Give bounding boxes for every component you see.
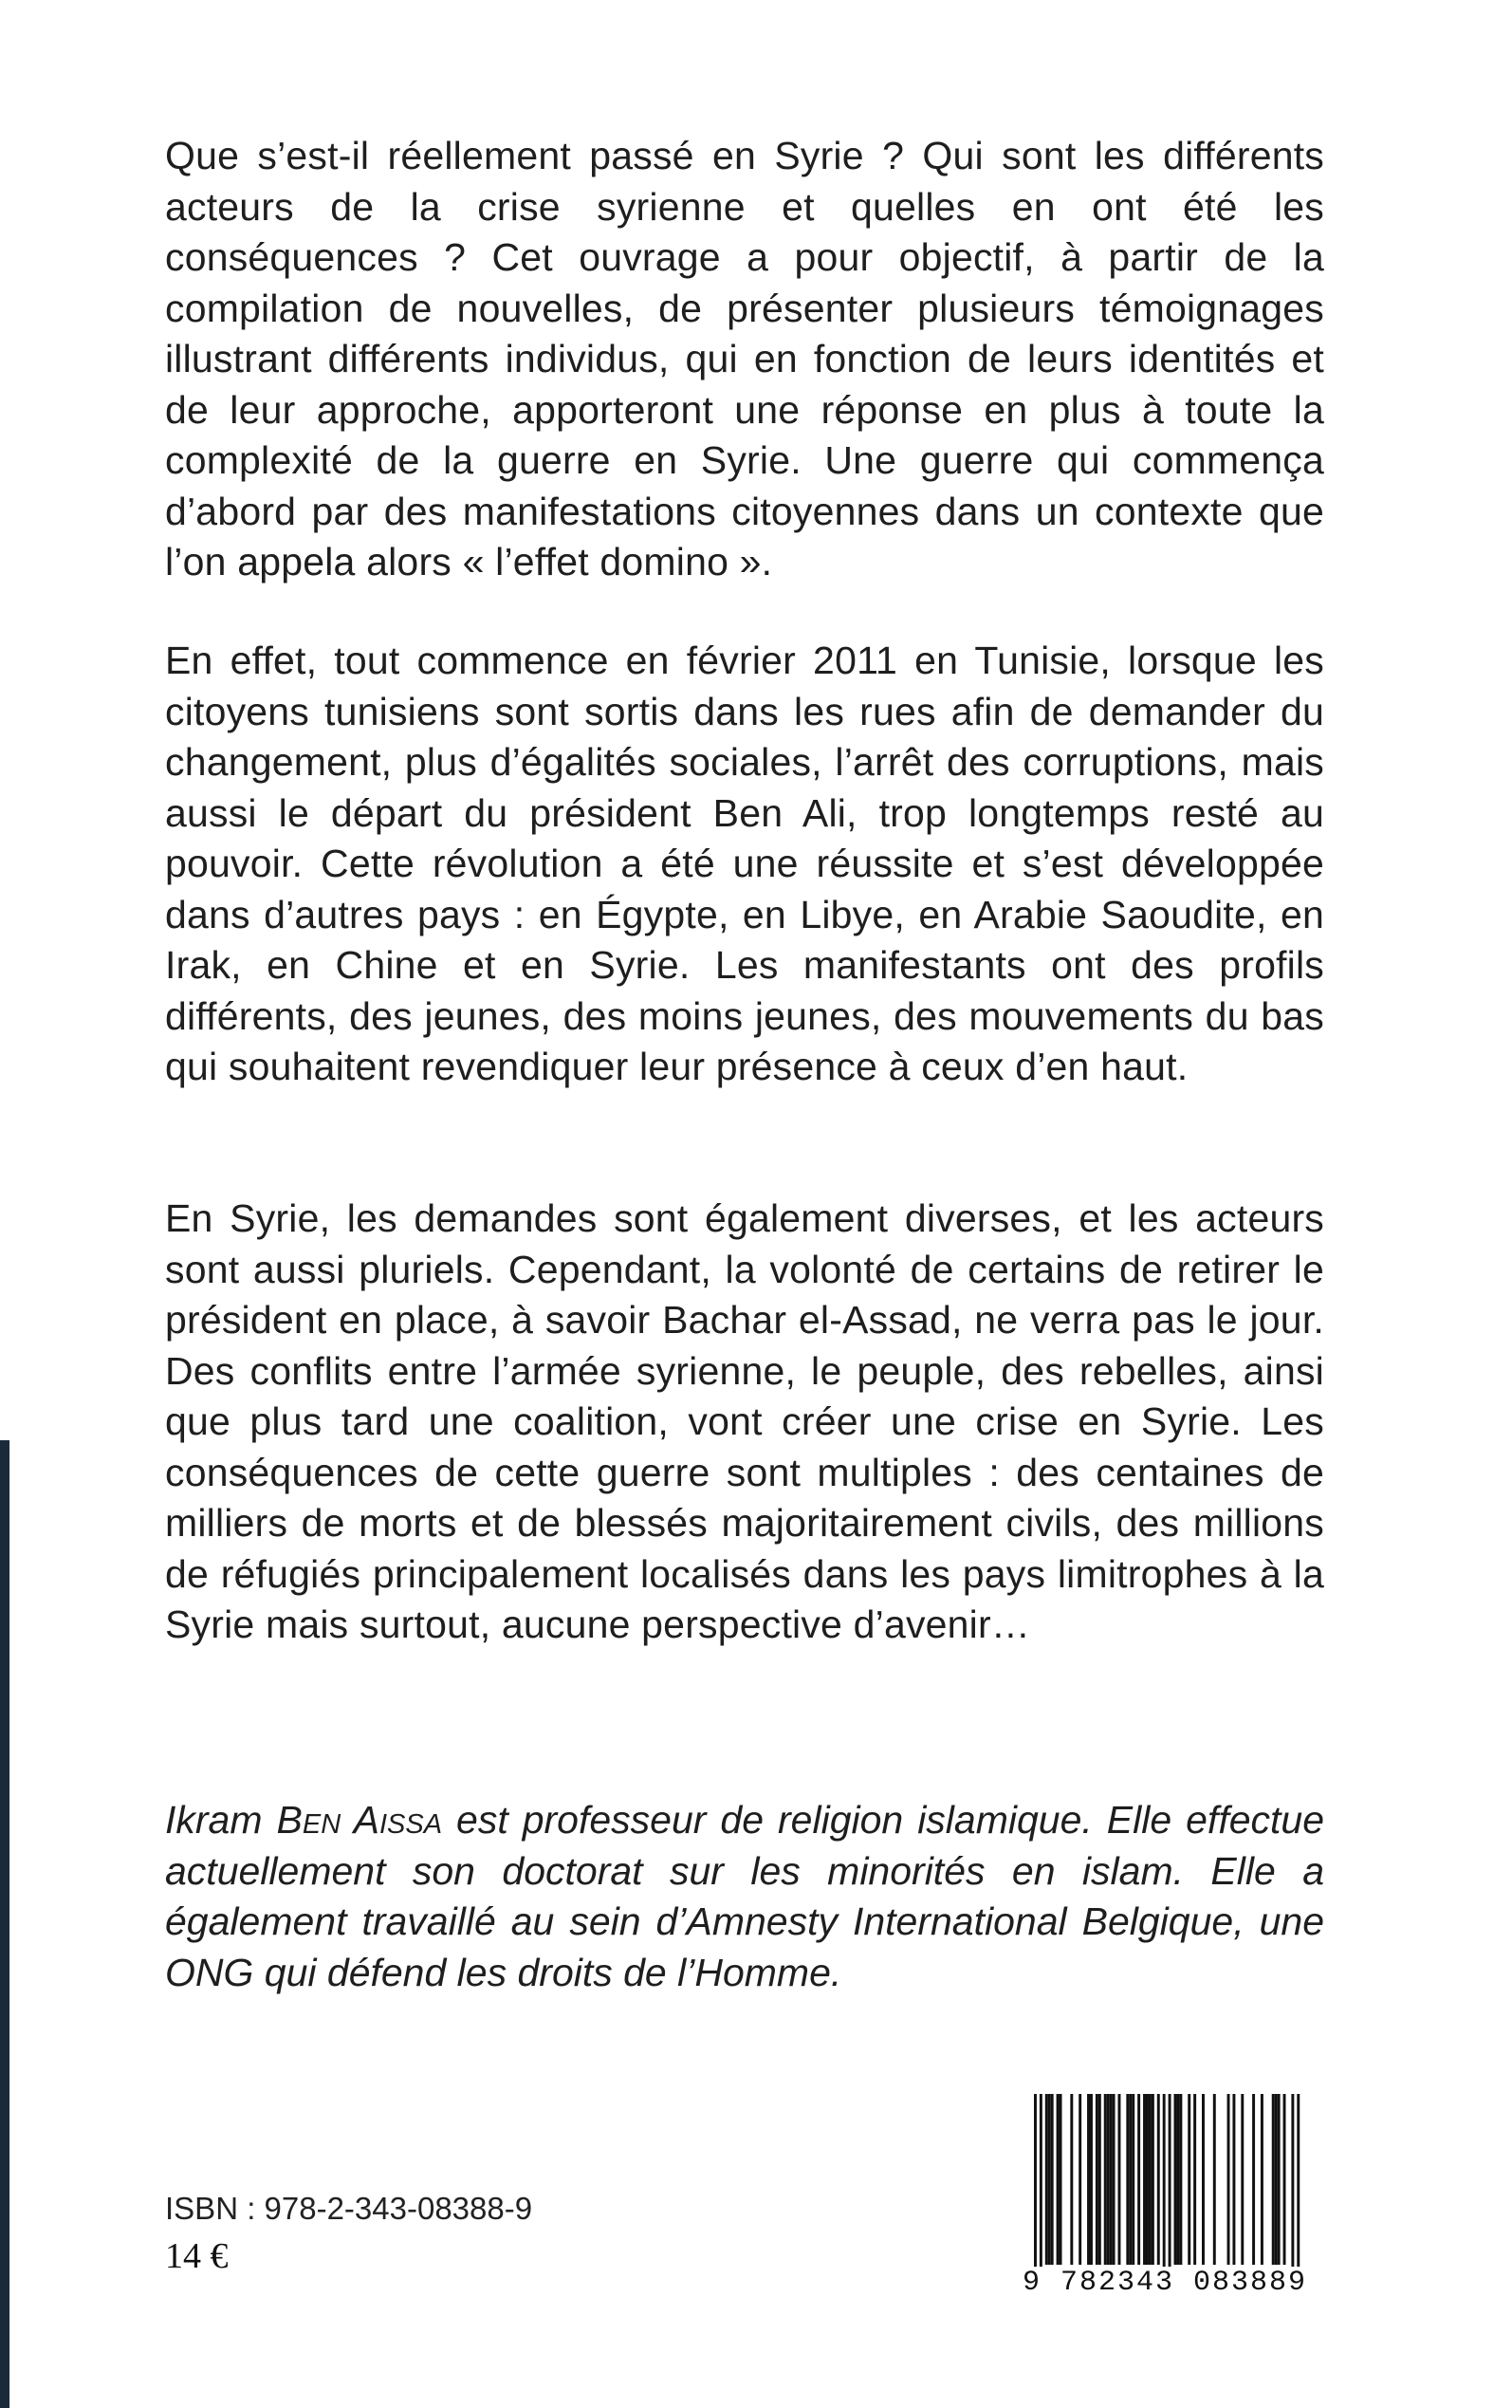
barcode-bar (1275, 2094, 1278, 2265)
barcode-bar (1188, 2094, 1190, 2265)
barcode-bar (1057, 2094, 1060, 2265)
barcode-bar (1060, 2094, 1062, 2265)
barcode-bar (1051, 2094, 1054, 2265)
barcode-bar (1146, 2094, 1149, 2265)
barcode-bar (1087, 2094, 1090, 2265)
barcode-bar (1132, 2094, 1134, 2265)
barcode-bar (1283, 2094, 1286, 2265)
barcode-bar (1045, 2094, 1048, 2265)
barcode-bar (1137, 2094, 1140, 2265)
barcode-bar (1202, 2094, 1205, 2265)
isbn-number: ISBN : 978-2-343-08388-9 (165, 2191, 533, 2226)
barcode-bar (1278, 2094, 1281, 2265)
barcode-bar (1213, 2094, 1216, 2265)
price-label: 14 € (165, 2236, 229, 2276)
author-last-name: Ben Aissa (276, 1798, 443, 1842)
barcode (1009, 2090, 1320, 2310)
barcode-digits: 9 782343 083889 (1009, 2267, 1320, 2299)
barcode-bar (1291, 2094, 1294, 2280)
barcode-bar (1034, 2094, 1037, 2280)
barcode-bar (1126, 2094, 1129, 2265)
barcode-bar (1079, 2094, 1081, 2265)
barcode-bar (1104, 2094, 1107, 2265)
author-bio-text: est professeur de religion islamique. Elle effectue actuellement son doctorat sur les minorités en islam. Elle a également travaillé au sein d’Amnesty International Belgique, une ONG qui défend les droits de l’Homme. (165, 1798, 1325, 1994)
barcode-bar (1297, 2094, 1300, 2280)
barcode-bar (1129, 2094, 1132, 2265)
barcode-bar (1098, 2094, 1101, 2265)
barcode-bar (1176, 2094, 1179, 2265)
barcode-bar (1193, 2094, 1196, 2265)
barcode-bar (1090, 2094, 1093, 2265)
barcode-bar (1149, 2094, 1152, 2265)
author-first-name: Ikram (165, 1798, 263, 1842)
author-bio (165, 1795, 1324, 1998)
barcode-bar (1157, 2094, 1160, 2265)
barcode-bar (1252, 2094, 1255, 2265)
barcode-bar (1272, 2094, 1275, 2265)
barcode-bar (1048, 2094, 1051, 2265)
barcode-bar (1179, 2094, 1182, 2265)
spine-color-bar (0, 1440, 9, 2408)
summary-paragraph-1: Que s’est-il réellement passé en Syrie ? Qui sont les différents acteurs de la crise syrienne et quelles en ont été les conséquences ? Cet ouvrage a pour objectif, à partir de la compilation de nouvelles, de présenter plusieurs témoignages illustrant différents individus, qui en fonction de leurs identités et de leur approche, apporteront une réponse en plus à toute la complexité de la guerre en Syrie. Une guerre qui commença d’abord par des manifestations citoyennes dans un contexte que l’on appela alors « l’effet domino ». (165, 134, 1324, 583)
barcode-bar (1110, 2094, 1113, 2265)
barcode-bar (1261, 2094, 1263, 2265)
barcode-bar (1040, 2094, 1042, 2280)
barcode-bar (1227, 2094, 1230, 2265)
barcode-bar (1118, 2094, 1121, 2265)
barcode-bar (1232, 2094, 1235, 2265)
summary-paragraph-3: En Syrie, les demandes sont également diverses, et les acteurs sont aussi pluriels. Cependant, la volonté de certains de retirer le président en place, à savoir Bachar el-Assad, ne verra pas le jour. Des conflits entre l’armée syrienne, le peuple, des rebelles, ainsi que plus tard une coalition, vont créer une crise en Syrie. Les conséquences de cette guerre sont multiples : des centaines de milliers de morts et de blessés majoritairement civils, des millions de réfugiés principalement localisés dans les pays limitrophes à la Syrie mais surtout, aucune perspective d’avenir… (165, 1196, 1324, 1646)
barcode-bar (1169, 2094, 1171, 2280)
summary-paragraph-2: En effet, tout commence en février 2011 en Tunisie, lorsque les citoyens tunisiens sont sortis dans les rues afin de demander du changement, plus d’égalités sociales, l’arrêt des corruptions, mais aussi le départ du président Ben Ali, trop longtemps resté au pouvoir. Cette révolution a été une réussite et s’est développée dans d’autres pays : en Égypte, en Libye, en Arabie Saoudite, en Irak, en Chine et en Syrie. Les manifestants ont des profils différents, des jeunes, des moins jeunes, des mouvements du bas qui souhaitent revendiquer leur présence à ceux d’en haut. (165, 639, 1324, 1088)
barcode-bar (1163, 2094, 1166, 2280)
barcode-bar (1152, 2094, 1154, 2265)
barcode-bar (1241, 2094, 1244, 2265)
barcode-bar (1096, 2094, 1098, 2265)
barcode-bar (1113, 2094, 1116, 2265)
barcode-bar (1174, 2094, 1177, 2265)
barcode-bar (1107, 2094, 1110, 2265)
barcode-bar (1143, 2094, 1146, 2265)
barcode-bar (1070, 2094, 1073, 2265)
